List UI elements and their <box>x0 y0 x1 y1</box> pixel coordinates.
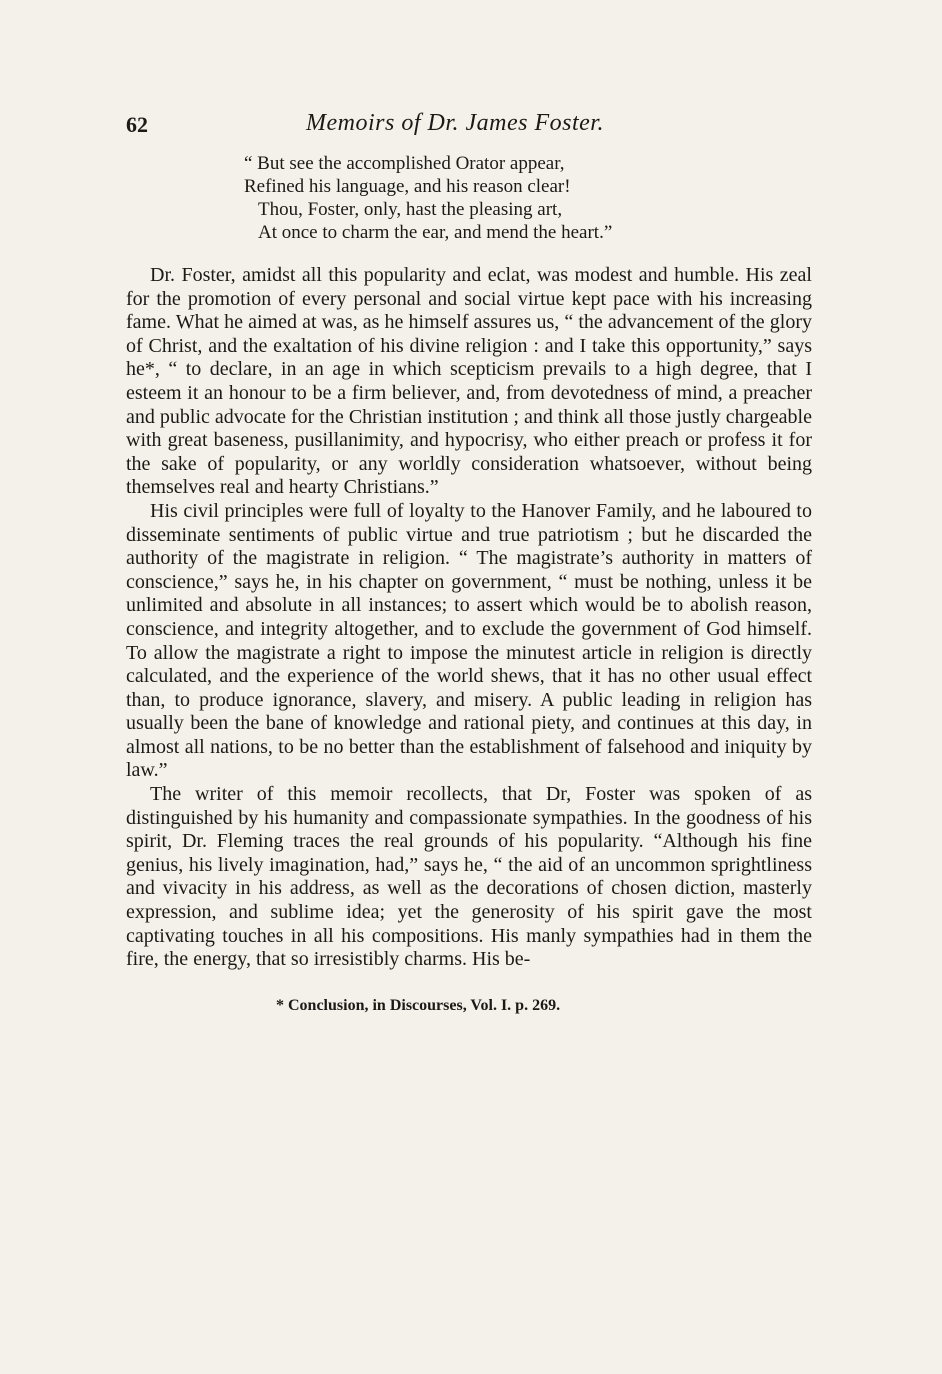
verse-line: At once to charm the ear, and mend the heart.” <box>258 222 613 243</box>
book-page <box>126 108 812 1016</box>
paragraph: His civil principles were full of loyalty to the Hanover Family, and he laboured to disseminate sentiments of public virtue and true patriotism ; but he discarded the authority of the magistrate in religion. “ The magistrate’s authority in matters of conscience,” says he, in his chapter on government, “ must be nothing, unless it be unlimited and absolute in all instances; to assert which would be to abolish reason, conscience, and integrity altogether, and to exclude the government of God himself. To allow the magistrate a right to impose the minutest article in religion is directly calculated, and the experience of the world shews, that it has no other usual effect than, to produce ignorance, slavery, and misery. A public leading in religion has usually been the bane of knowledge and rational piety, and continues at this day, in almost all nations, to be no better than the establishment of falsehood and iniquity by law.” <box>126 499 812 782</box>
verse-quotation <box>244 152 812 244</box>
paragraph: The writer of this memoir recollects, that Dr, Foster was spoken of as distinguished by his humanity and compassionate sympathies. In the goodness of his spirit, Dr. Fleming traces the real grounds of his popularity. “Although his fine genius, his lively imagination, had,” says he, “ the aid of an uncommon sprightliness and vivacity in his address, as well as the decorations of chosen diction, masterly expression, and sublime idea; yet the generosity of his spirit gave the most captivating touches in all his compositions. His manly sympathies had in them the fire, the energy, that so irresistibly charms. His be- <box>126 783 812 971</box>
body-text <box>126 264 812 972</box>
verse-line: Refined his language, and his reason clear! <box>244 176 571 197</box>
page-number: 62 <box>126 112 148 137</box>
footnote: * Conclusion, in Discourses, Vol. I. p. 269. <box>276 996 561 1014</box>
verse-line: Thou, Foster, only, hast the pleasing art, <box>258 199 563 220</box>
paragraph: Dr. Foster, amidst all this popularity and eclat, was modest and humble. His zeal for the promotion of every personal and social virtue kept pace with his increasing fame. What he aimed at was, as he himself assures us, “ the advancement of the glory of Christ, and the exaltation of his divine religion : and I take this opportunity,” says he*, “ to declare, in an age in which scepticism prevails to a high degree, that I esteem it an honour to be a firm believer, and, from devotedness of mind, a preacher and public advocate for the Christian institution ; and think all those justly chargeable with great baseness, pusillanimity, and hypocrisy, who either preach or profess it for the sake of popularity, or any worldly consideration whatsoever, without being themselves real and hearty Christians.” <box>126 264 812 499</box>
page-header <box>126 108 812 144</box>
running-head: Memoirs of Dr. James Foster. <box>306 110 604 136</box>
verse-line: “ But see the accomplished Orator appear, <box>244 153 565 174</box>
